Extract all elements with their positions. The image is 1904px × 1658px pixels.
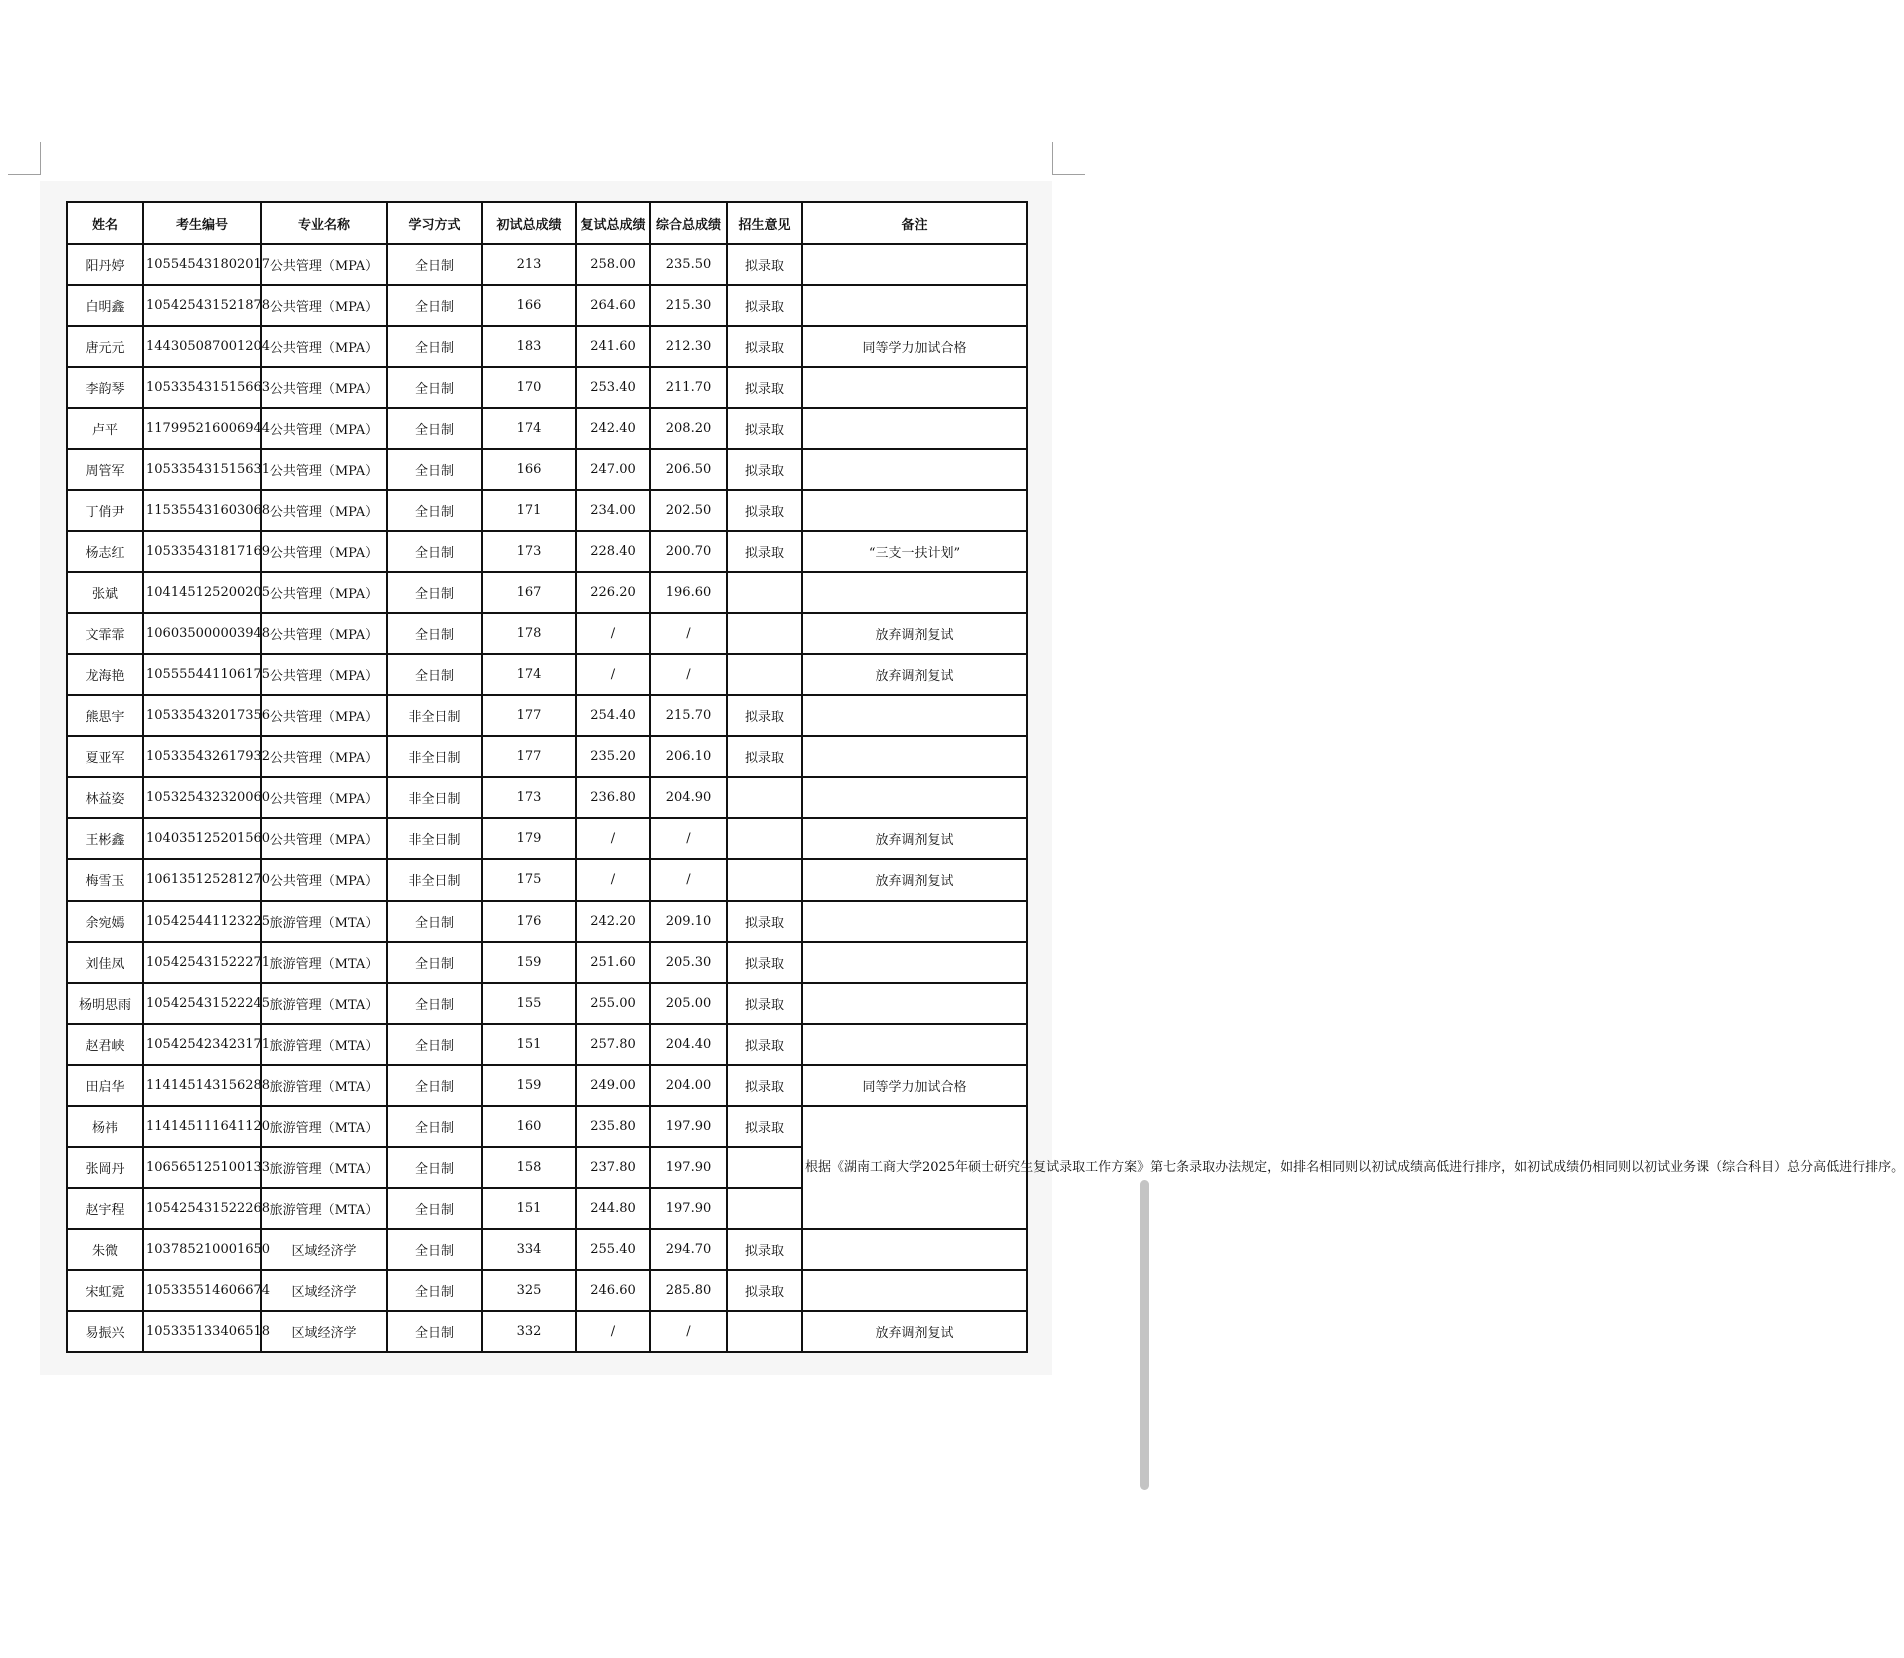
cell-retest-score: 255.40 — [576, 1229, 650, 1270]
table-row — [67, 408, 1027, 449]
cell-admission-opinion: 拟录取 — [727, 531, 802, 572]
cell-admission-opinion: 拟录取 — [727, 736, 802, 777]
cell-admission-opinion: 拟录取 — [727, 942, 802, 983]
cell-total-score: 206.50 — [650, 449, 727, 490]
cell-exam-id: 105425431522245 — [143, 983, 261, 1024]
header-major: 专业名称 — [261, 202, 387, 244]
cell-study-mode: 全日制 — [387, 942, 482, 983]
cell-retest-score: 247.00 — [576, 449, 650, 490]
table-row — [67, 1229, 1027, 1270]
cell-study-mode: 非全日制 — [387, 695, 482, 736]
cell-retest-score: / — [576, 818, 650, 859]
header-initial-score: 初试总成绩 — [482, 202, 576, 244]
cell-name: 熊思宇 — [67, 695, 143, 736]
cell-total-score: 197.90 — [650, 1106, 727, 1147]
cell-total-score: 294.70 — [650, 1229, 727, 1270]
cell-retest-score: 235.80 — [576, 1106, 650, 1147]
table-row — [67, 449, 1027, 490]
cell-study-mode: 全日制 — [387, 408, 482, 449]
cell-initial-score: 334 — [482, 1229, 576, 1270]
cell-retest-score: 255.00 — [576, 983, 650, 1024]
cell-initial-score: 166 — [482, 285, 576, 326]
cell-total-score: / — [650, 1311, 727, 1352]
cell-study-mode: 全日制 — [387, 531, 482, 572]
cell-retest-score: 242.20 — [576, 901, 650, 942]
cell-name: 易振兴 — [67, 1311, 143, 1352]
table-row — [67, 613, 1027, 654]
cell-exam-id: 106035000003948 — [143, 613, 261, 654]
cell-exam-id: 105335431515663 — [143, 367, 261, 408]
cell-exam-id: 105425431522271 — [143, 942, 261, 983]
cell-remarks — [802, 1024, 1027, 1065]
cell-study-mode: 全日制 — [387, 244, 482, 285]
table-row — [67, 736, 1027, 777]
cell-admission-opinion — [727, 859, 802, 900]
table-row — [67, 572, 1027, 613]
cell-initial-score: 170 — [482, 367, 576, 408]
cell-admission-opinion: 拟录取 — [727, 449, 802, 490]
cell-exam-id: 105335133406518 — [143, 1311, 261, 1352]
cell-initial-score: 179 — [482, 818, 576, 859]
cell-initial-score: 325 — [482, 1270, 576, 1311]
cell-major: 公共管理（MPA） — [261, 654, 387, 695]
cell-admission-opinion — [727, 818, 802, 859]
cell-major: 公共管理（MPA） — [261, 736, 387, 777]
cell-initial-score: 332 — [482, 1311, 576, 1352]
cell-remarks: “三支一扶计划” — [802, 531, 1027, 572]
cell-exam-id: 105425423423171 — [143, 1024, 261, 1065]
cell-exam-id: 115355431603068 — [143, 490, 261, 531]
cell-exam-id: 105335432017356 — [143, 695, 261, 736]
cell-name: 田启华 — [67, 1065, 143, 1106]
cell-admission-opinion: 拟录取 — [727, 326, 802, 367]
header-retest-score: 复试总成绩 — [576, 202, 650, 244]
cell-major: 旅游管理（MTA） — [261, 1106, 387, 1147]
cell-remarks: 放弃调剂复试 — [802, 1311, 1027, 1352]
table-row — [67, 859, 1027, 900]
cell-name: 林益姿 — [67, 777, 143, 818]
cell-initial-score: 158 — [482, 1147, 576, 1188]
cell-study-mode: 全日制 — [387, 1147, 482, 1188]
cell-major: 旅游管理（MTA） — [261, 901, 387, 942]
cell-major: 公共管理（MPA） — [261, 572, 387, 613]
cell-study-mode: 全日制 — [387, 654, 482, 695]
cell-study-mode: 全日制 — [387, 449, 482, 490]
cell-total-score: / — [650, 613, 727, 654]
cell-retest-score: 264.60 — [576, 285, 650, 326]
cell-major: 旅游管理（MTA） — [261, 1024, 387, 1065]
cell-exam-id: 105335514606674 — [143, 1270, 261, 1311]
cell-exam-id: 103785210001650 — [143, 1229, 261, 1270]
cell-name: 张岡丹 — [67, 1147, 143, 1188]
cell-name: 赵君峡 — [67, 1024, 143, 1065]
cell-initial-score: 176 — [482, 901, 576, 942]
cell-admission-opinion — [727, 1147, 802, 1188]
cell-study-mode: 全日制 — [387, 285, 482, 326]
cell-retest-score: 246.60 — [576, 1270, 650, 1311]
cell-total-score: 202.50 — [650, 490, 727, 531]
cell-exam-id: 104035125201560 — [143, 818, 261, 859]
table-row — [67, 942, 1027, 983]
cell-major: 公共管理（MPA） — [261, 777, 387, 818]
cell-admission-opinion: 拟录取 — [727, 1065, 802, 1106]
cell-major: 公共管理（MPA） — [261, 695, 387, 736]
cell-study-mode: 非全日制 — [387, 818, 482, 859]
cell-initial-score: 213 — [482, 244, 576, 285]
cell-major: 公共管理（MPA） — [261, 285, 387, 326]
cell-initial-score: 174 — [482, 408, 576, 449]
cell-admission-opinion — [727, 777, 802, 818]
cell-exam-id: 105335431515631 — [143, 449, 261, 490]
cell-remarks: 放弃调剂复试 — [802, 859, 1027, 900]
cell-remarks — [802, 736, 1027, 777]
cell-initial-score: 174 — [482, 654, 576, 695]
header-total-score: 综合总成绩 — [650, 202, 727, 244]
cell-retest-score: 241.60 — [576, 326, 650, 367]
cell-remarks: 放弃调剂复试 — [802, 654, 1027, 695]
cell-major: 公共管理（MPA） — [261, 449, 387, 490]
cell-name: 白明鑫 — [67, 285, 143, 326]
cell-remarks: 同等学力加试合格 — [802, 1065, 1027, 1106]
cell-exam-id: 144305087001204 — [143, 326, 261, 367]
cell-total-score: 205.00 — [650, 983, 727, 1024]
cell-exam-id: 105335431817169 — [143, 531, 261, 572]
cell-total-score: 205.30 — [650, 942, 727, 983]
header-remarks: 备注 — [802, 202, 1027, 244]
cell-retest-score: 254.40 — [576, 695, 650, 736]
table-row — [67, 1065, 1027, 1106]
cell-total-score: 204.40 — [650, 1024, 727, 1065]
cell-major: 公共管理（MPA） — [261, 613, 387, 654]
cell-name: 宋虹霓 — [67, 1270, 143, 1311]
cell-study-mode: 全日制 — [387, 1229, 482, 1270]
cell-remarks — [802, 285, 1027, 326]
cell-name: 刘佳凤 — [67, 942, 143, 983]
cell-remarks — [802, 449, 1027, 490]
cell-name: 李韵琴 — [67, 367, 143, 408]
cell-name: 文霏霏 — [67, 613, 143, 654]
cell-total-score: 215.70 — [650, 695, 727, 736]
cell-admission-opinion: 拟录取 — [727, 1106, 802, 1147]
cell-total-score: / — [650, 818, 727, 859]
cell-initial-score: 175 — [482, 859, 576, 900]
cell-total-score: 215.30 — [650, 285, 727, 326]
cell-initial-score: 167 — [482, 572, 576, 613]
cell-exam-id: 104145125200205 — [143, 572, 261, 613]
cell-remarks — [802, 983, 1027, 1024]
cell-retest-score: 234.00 — [576, 490, 650, 531]
cell-admission-opinion: 拟录取 — [727, 1024, 802, 1065]
cell-total-score: 212.30 — [650, 326, 727, 367]
table-row — [67, 695, 1027, 736]
cell-admission-opinion: 拟录取 — [727, 983, 802, 1024]
table-row — [67, 490, 1027, 531]
cell-retest-score: 257.80 — [576, 1024, 650, 1065]
cell-study-mode: 全日制 — [387, 1188, 482, 1229]
cell-study-mode: 非全日制 — [387, 736, 482, 777]
cell-retest-score: 253.40 — [576, 367, 650, 408]
cell-admission-opinion: 拟录取 — [727, 408, 802, 449]
cell-study-mode: 全日制 — [387, 1024, 482, 1065]
cell-remarks — [802, 367, 1027, 408]
cell-name: 赵宇程 — [67, 1188, 143, 1229]
cell-remarks: 放弃调剂复试 — [802, 818, 1027, 859]
cell-total-score: 211.70 — [650, 367, 727, 408]
cell-retest-score: 242.40 — [576, 408, 650, 449]
table-row — [67, 901, 1027, 942]
cell-retest-score: 244.80 — [576, 1188, 650, 1229]
cell-admission-opinion: 拟录取 — [727, 695, 802, 736]
cell-initial-score: 151 — [482, 1188, 576, 1229]
cell-remarks: 放弃调剂复试 — [802, 613, 1027, 654]
cell-exam-id: 114145143156288 — [143, 1065, 261, 1106]
cell-retest-score: / — [576, 1311, 650, 1352]
cell-total-score: 206.10 — [650, 736, 727, 777]
cell-remarks — [802, 572, 1027, 613]
cell-major: 区域经济学 — [261, 1270, 387, 1311]
cell-initial-score: 151 — [482, 1024, 576, 1065]
table-row — [67, 983, 1027, 1024]
cell-initial-score: 155 — [482, 983, 576, 1024]
cell-initial-score: 160 — [482, 1106, 576, 1147]
table-row — [67, 654, 1027, 695]
table-row — [67, 285, 1027, 326]
cell-initial-score: 173 — [482, 531, 576, 572]
cell-total-score: 235.50 — [650, 244, 727, 285]
cell-major: 旅游管理（MTA） — [261, 1188, 387, 1229]
cell-retest-score: / — [576, 859, 650, 900]
cell-exam-id: 117995216006944 — [143, 408, 261, 449]
cell-study-mode: 全日制 — [387, 326, 482, 367]
table-row — [67, 1024, 1027, 1065]
cell-retest-score: 237.80 — [576, 1147, 650, 1188]
table-row — [67, 326, 1027, 367]
document-page — [40, 181, 1904, 1375]
cell-initial-score: 171 — [482, 490, 576, 531]
cell-remarks — [802, 244, 1027, 285]
cell-initial-score: 159 — [482, 1065, 576, 1106]
cell-study-mode: 全日制 — [387, 1106, 482, 1147]
cell-remarks — [802, 777, 1027, 818]
cell-major: 公共管理（MPA） — [261, 408, 387, 449]
cell-study-mode: 非全日制 — [387, 859, 482, 900]
table-body — [67, 244, 1904, 1352]
cell-total-score: 209.10 — [650, 901, 727, 942]
vertical-scrollbar[interactable] — [1140, 1180, 1149, 1490]
cell-study-mode: 非全日制 — [387, 777, 482, 818]
cell-name: 杨志红 — [67, 531, 143, 572]
cell-major: 区域经济学 — [261, 1311, 387, 1352]
cell-admission-opinion: 拟录取 — [727, 1229, 802, 1270]
cell-remarks — [802, 1270, 1027, 1311]
header-admission-opinion: 招生意见 — [727, 202, 802, 244]
cell-name: 唐元元 — [67, 326, 143, 367]
cell-major: 公共管理（MPA） — [261, 490, 387, 531]
cell-major: 公共管理（MPA） — [261, 367, 387, 408]
cell-major: 区域经济学 — [261, 1229, 387, 1270]
cell-total-score: 204.90 — [650, 777, 727, 818]
cell-study-mode: 全日制 — [387, 367, 482, 408]
cell-admission-opinion: 拟录取 — [727, 367, 802, 408]
cell-major: 旅游管理（MTA） — [261, 983, 387, 1024]
cell-total-score: 197.90 — [650, 1147, 727, 1188]
cell-remarks — [802, 1229, 1027, 1270]
cell-major: 公共管理（MPA） — [261, 326, 387, 367]
cell-remarks — [802, 901, 1027, 942]
cell-remarks — [802, 490, 1027, 531]
cell-initial-score: 178 — [482, 613, 576, 654]
cell-exam-id: 106135125281270 — [143, 859, 261, 900]
cell-study-mode: 全日制 — [387, 1065, 482, 1106]
header-study-mode: 学习方式 — [387, 202, 482, 244]
cell-name: 张斌 — [67, 572, 143, 613]
cell-study-mode: 全日制 — [387, 613, 482, 654]
cell-major: 公共管理（MPA） — [261, 859, 387, 900]
cell-exam-id: 114145111641120 — [143, 1106, 261, 1147]
cell-admission-opinion: 拟录取 — [727, 244, 802, 285]
cell-total-score: 204.00 — [650, 1065, 727, 1106]
cell-retest-score: / — [576, 654, 650, 695]
cell-retest-score: 251.60 — [576, 942, 650, 983]
cell-retest-score: / — [576, 613, 650, 654]
cell-study-mode: 全日制 — [387, 901, 482, 942]
cell-admission-opinion — [727, 572, 802, 613]
table-row — [67, 531, 1027, 572]
table-row — [67, 818, 1027, 859]
cell-total-score: 200.70 — [650, 531, 727, 572]
crop-mark-right — [1052, 142, 1085, 175]
table-row — [67, 1311, 1027, 1352]
cell-initial-score: 173 — [482, 777, 576, 818]
cell-name: 朱微 — [67, 1229, 143, 1270]
cell-name: 龙海艳 — [67, 654, 143, 695]
cell-admission-opinion: 拟录取 — [727, 1270, 802, 1311]
cell-total-score: / — [650, 859, 727, 900]
cell-retest-score: 226.20 — [576, 572, 650, 613]
cell-exam-id: 105425431522268 — [143, 1188, 261, 1229]
header-exam-id: 考生编号 — [143, 202, 261, 244]
cell-name: 王彬鑫 — [67, 818, 143, 859]
table-row — [67, 1270, 1027, 1311]
cell-name: 周管军 — [67, 449, 143, 490]
cell-initial-score: 177 — [482, 695, 576, 736]
cell-total-score: / — [650, 654, 727, 695]
cell-exam-id: 106565125100133 — [143, 1147, 261, 1188]
cell-remarks — [802, 942, 1027, 983]
cell-major: 旅游管理（MTA） — [261, 942, 387, 983]
cell-initial-score: 183 — [482, 326, 576, 367]
cell-retest-score: 249.00 — [576, 1065, 650, 1106]
cell-exam-id: 105425441123225 — [143, 901, 261, 942]
cell-major: 旅游管理（MTA） — [261, 1065, 387, 1106]
cell-retest-score: 228.40 — [576, 531, 650, 572]
cell-name: 杨祎 — [67, 1106, 143, 1147]
table-row — [67, 777, 1027, 818]
cell-study-mode: 全日制 — [387, 572, 482, 613]
cell-study-mode: 全日制 — [387, 983, 482, 1024]
crop-mark-left — [8, 142, 41, 175]
cell-admission-opinion — [727, 654, 802, 695]
cell-initial-score: 177 — [482, 736, 576, 777]
cell-retest-score: 235.20 — [576, 736, 650, 777]
cell-admission-opinion — [727, 1311, 802, 1352]
admission-results-table — [66, 201, 1904, 1353]
cell-admission-opinion: 拟录取 — [727, 285, 802, 326]
cell-study-mode: 全日制 — [387, 1311, 482, 1352]
cell-admission-opinion: 拟录取 — [727, 901, 802, 942]
cell-remarks — [802, 408, 1027, 449]
cell-admission-opinion — [727, 613, 802, 654]
cell-study-mode: 全日制 — [387, 1270, 482, 1311]
header-name: 姓名 — [67, 202, 143, 244]
cell-major: 公共管理（MPA） — [261, 818, 387, 859]
cell-exam-id: 105555441106175 — [143, 654, 261, 695]
cell-name: 阳丹婷 — [67, 244, 143, 285]
table-row — [67, 367, 1027, 408]
cell-name: 夏亚军 — [67, 736, 143, 777]
cell-admission-opinion: 拟录取 — [727, 490, 802, 531]
cell-remarks: 同等学力加试合格 — [802, 326, 1027, 367]
cell-name: 杨明思雨 — [67, 983, 143, 1024]
cell-initial-score: 166 — [482, 449, 576, 490]
cell-name: 梅雪玉 — [67, 859, 143, 900]
cell-total-score: 208.20 — [650, 408, 727, 449]
table-header-row — [67, 202, 1027, 244]
cell-name: 余宛嫣 — [67, 901, 143, 942]
cell-major: 旅游管理（MTA） — [261, 1147, 387, 1188]
cell-retest-score: 236.80 — [576, 777, 650, 818]
cell-admission-opinion — [727, 1188, 802, 1229]
cell-major: 公共管理（MPA） — [261, 531, 387, 572]
table-row — [67, 1106, 1027, 1147]
cell-total-score: 196.60 — [650, 572, 727, 613]
cell-major: 公共管理（MPA） — [261, 244, 387, 285]
cell-initial-score: 159 — [482, 942, 576, 983]
cell-remarks — [802, 695, 1027, 736]
cell-remarks: 根据《湖南工商大学2025年硕士研究生复试录取工作方案》第七条录取办法规定，如排名相同则以初试成绩高低进行排序，如初试成绩仍相同则以初试业务课（综合科目）总分高低进行排序。 — [802, 1106, 1027, 1229]
cell-total-score: 197.90 — [650, 1188, 727, 1229]
cell-study-mode: 全日制 — [387, 490, 482, 531]
cell-name: 丁俏尹 — [67, 490, 143, 531]
cell-retest-score: 258.00 — [576, 244, 650, 285]
cell-exam-id: 105325432320060 — [143, 777, 261, 818]
cell-exam-id: 105335432617932 — [143, 736, 261, 777]
cell-exam-id: 105545431802017 — [143, 244, 261, 285]
cell-name: 卢平 — [67, 408, 143, 449]
cell-total-score: 285.80 — [650, 1270, 727, 1311]
table-row — [67, 244, 1027, 285]
cell-exam-id: 105425431521878 — [143, 285, 261, 326]
